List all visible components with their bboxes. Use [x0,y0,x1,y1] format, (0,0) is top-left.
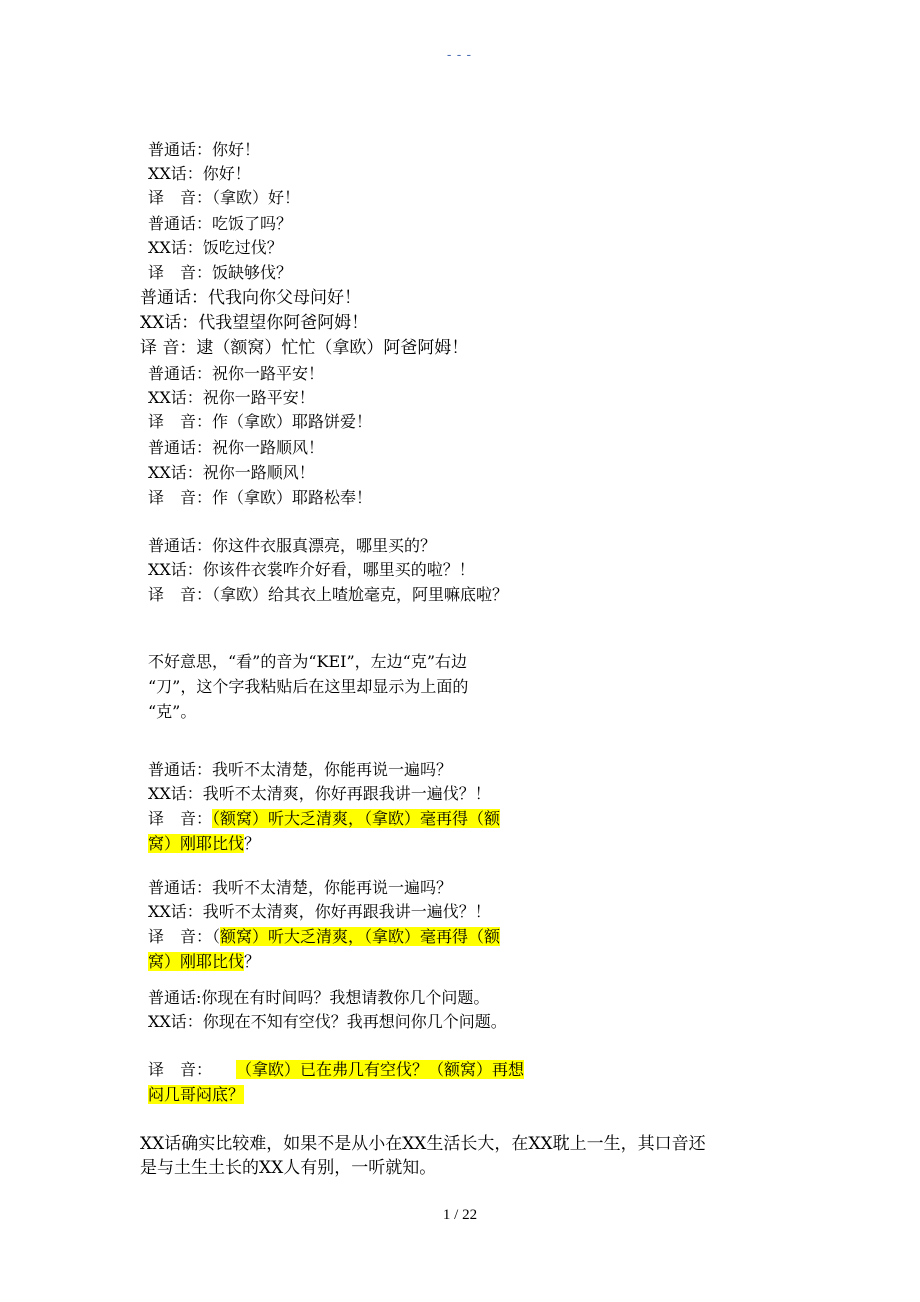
line-label: 译 音： [148,809,213,828]
dialog-line: 译 音：逮（额窝）忙忙（拿欧）阿爸阿姆！ [140,338,469,358]
note-line: 不好意思，“看”的音为“KEI”，左边“克”右边 [148,652,468,671]
dialog-line: XX话：代我望望你阿爸阿姆！ [140,313,369,333]
dialog-line: 译 音：饭缺够伐？ [148,263,293,282]
highlight-line [148,1084,244,1106]
dialog-line: 译 音：（拿欧）给其衣上喳尬毫克，阿里嘛底啦？ [148,585,509,604]
highlight-line [148,1059,524,1081]
note-line: “克”。 [148,702,197,721]
dialog-line: XX话：我听不太清爽，你好再跟我讲一遍伐？！ [148,902,491,921]
highlight-line [148,926,500,948]
highlight-line [148,808,500,830]
dialog-line: 普通话：我听不太清楚，你能再说一遍吗？ [148,878,453,897]
dialog-line: 普通话:你现在有时间吗？我想请教你几个问题。 [148,988,490,1007]
highlighted-text: 窝）刚耶比伐 [148,952,245,971]
paragraph-line: XX话确实比较难，如果不是从小在XX生活长大，在XX耽上一生，其口音还 [140,1134,706,1154]
dialog-line: XX话：你该件衣裳咋介好看，哪里买的啦？！ [148,560,475,579]
dialog-line: XX话：祝你一路顺风！ [148,463,315,482]
highlighted-text: （额窝）听大乏清爽，（拿欧）毫再得（额 [212,809,501,828]
dialog-line: XX话：你好！ [148,164,251,183]
page-number: 1 / 22 [442,1207,478,1223]
dialog-line: 普通话：你这件衣服真漂亮，哪里买的？ [148,536,437,555]
dialog-line: XX话：饭吃过伐？ [148,238,283,257]
dialog-line: XX话：祝你一路平安！ [148,388,315,407]
highlighted-text: 额窝）听大乏清爽，（拿欧）毫再得（额 [220,927,501,946]
dialog-line: 译 音：作（拿欧）耶路饼爱！ [148,412,373,431]
line-tail: ？ [244,952,261,971]
dialog-line: 普通话：吃饭了吗？ [148,214,293,233]
dialog-line: XX话：我听不太清爽，你好再跟我讲一遍伐？！ [148,784,491,803]
highlighted-text: 窝）刚耶比伐 [148,834,245,853]
line-label: 译 音： [148,1060,213,1079]
line-tail: ？ [244,834,261,853]
dialog-line: 普通话：我听不太清楚，你能再说一遍吗？ [148,760,453,779]
dialog-line: 普通话：祝你一路平安！ [148,364,325,383]
note-line: “刀”，这个字我粘贴后在这里却显示为上面的 [148,677,469,696]
highlighted-text: 闷几哥闷底？ [148,1085,245,1104]
highlighted-text: （拿欧）已在弗几有空伐？（额窝）再想 [236,1060,525,1079]
dialog-line: 普通话：你好！ [148,140,261,159]
highlight-line [148,833,260,855]
header-mark: --- [445,48,475,63]
dialog-line: 译 音：（拿欧）好！ [148,188,301,207]
line-text: （ [212,927,221,946]
highlight-line [148,951,260,973]
dialog-line: 普通话：代我向你父母问好！ [140,288,361,308]
dialog-line: 普通话：祝你一路顺风！ [148,438,325,457]
dialog-line: XX话：你现在不知有空伐？我再想问你几个问题。 [148,1012,507,1031]
dialog-line: 译 音：作（拿欧）耶路松奉！ [148,488,373,507]
line-label: 译 音： [148,927,213,946]
paragraph-line: 是与土生土长的XX人有别，一听就知。 [140,1158,437,1178]
